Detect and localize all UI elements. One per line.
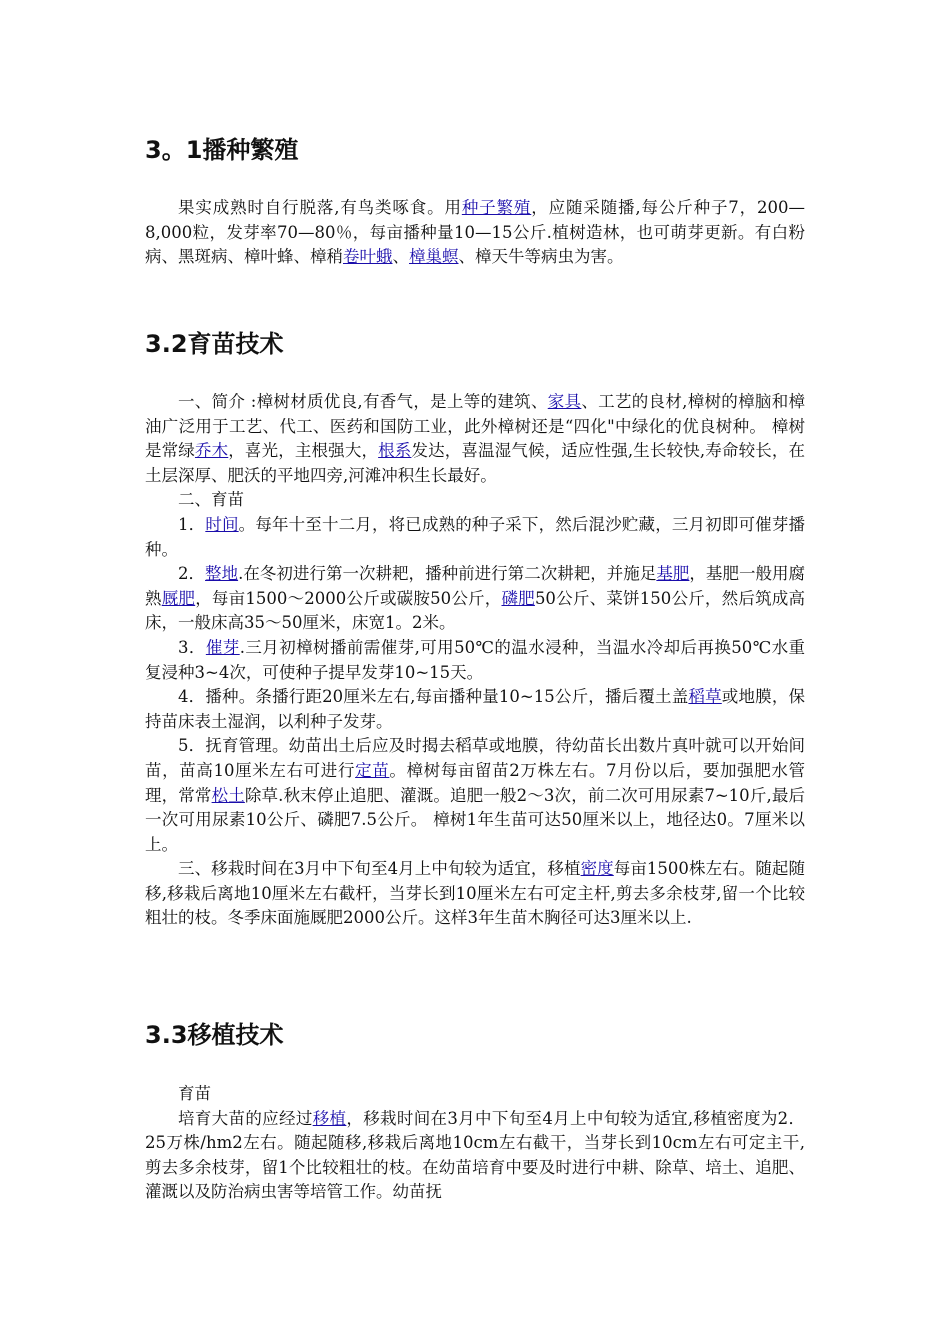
transplant-text: 培育大苗的应经过移植，移栽时间在3月中下旬至4月上中旬较为适宜,移植密度为2．25万株/hm2左右。随起随移,移栽后离地10cm左右截干，当芽长到10cm左右可定主干,剪去多余枝芽，留1个比较粗壮的枝。在幼苗培育中要及时进行中耕、除草、培土、追肥、灌溉以及防治病虫害等培管工作。幼苗抚 [145, 1108, 805, 1202]
seeding-paragraph [145, 196, 805, 270]
step-tending: 5．抚育管理。幼苗出土后应及时揭去稻草或地膜，待幼苗长出数片真叶就可以开始间苗，苗高10厘米左右可进行定苗。樟树每亩留苗2万株左右。7月份以后，要加强肥水管理，常常松土除草.秋末停止追肥、灌溉。追肥一般2～3次，前二次可用尿素7~10斤,最后一次可用尿素10公斤、磷肥7.5公斤。 樟树1年生苗可达50厘米以上，地径达0。7厘米以上。 [145, 736, 806, 854]
link-tree[interactable]: 乔木 [194, 441, 229, 461]
step-time: 1．时间。每年十至十二月，将已成熟的种子采下，然后混沙贮藏，三月初即可催芽播种。 [145, 514, 806, 559]
nursery-paragraphs [145, 390, 805, 931]
transplant-paragraphs [145, 1082, 805, 1205]
link-seed-propagation[interactable]: 种子繁殖 [461, 198, 532, 217]
step-germination: 3．催芽.三月初樟树播前需催芽,可用50℃的温水浸种，当温水冷却后再换50℃水重复浸种3~4次，可使种子提早发芽10~15天。 [145, 637, 805, 682]
link-root-system[interactable]: 根系 [378, 441, 412, 461]
link-manure[interactable]: 厩肥 [161, 588, 196, 608]
link-leaf-roller-moth[interactable]: 卷叶蛾 [343, 247, 393, 267]
link-base-fertilizer[interactable]: 基肥 [656, 564, 690, 584]
section-heading-seeding: 3。1播种繁殖 [145, 136, 299, 164]
link-straw[interactable]: 稻草 [688, 687, 722, 707]
link-loosen-soil[interactable]: 松土 [211, 785, 245, 805]
intro-text: 一、简介 :樟树材质优良,有香气，是上等的建筑、家具、工艺的良材,樟树的樟脑和樟油广泛用于工艺、代工、医药和国防工业，此外樟树还是“四化"中绿化的优良树种。 樟树是常绿乔木，喜光，主根强大，根系发达，喜温湿气候，适应性强,生长较快,寿命较长，在土层深厚、肥沃的平地四旁,河滩冲积生长最好。 [145, 392, 806, 485]
link-land-prep[interactable]: 整地 [205, 564, 239, 584]
step-land-prep: 2．整地.在冬初进行第一次耕耙，播种前进行第二次耕耙，并施足基肥，基肥一般用腐熟厩肥，每亩1500～2000公斤或碳胺50公斤，磷肥50公斤、菜饼150公斤，然后筑成高床，一般床高35～50厘米，床宽1。2米。 [145, 564, 806, 633]
link-time[interactable]: 时间 [205, 514, 239, 534]
seeding-text: 果实成熟时自行脱落,有鸟类啄食。用种子繁殖，应随采随播,每公斤种子7，200—8,000粒，发芽率70—80％，每亩播种量10—15公斤.植树造林，也可萌芽更新。有白粉病、黑斑病、樟叶蜂、樟稍卷叶蛾、樟巢螟、樟天牛等病虫为害。 [145, 198, 806, 267]
link-fix-seedling[interactable]: 定苗 [355, 760, 390, 780]
transplant-subtitle: 育苗 [178, 1084, 211, 1103]
section-heading-transplant: 3.3移植技术 [145, 1021, 284, 1049]
section-heading-nursery: 3.2育苗技术 [145, 330, 284, 358]
link-furniture[interactable]: 家具 [547, 392, 582, 411]
link-phosphate[interactable]: 磷肥 [501, 588, 535, 608]
link-camphor-nest-moth[interactable]: 樟巢螟 [409, 247, 459, 267]
step-sowing: 4．播种。条播行距20厘米左右,每亩播种量10~15公斤，播后覆土盖稻草或地膜，保持苗床表土湿润，以利种子发芽。 [145, 687, 806, 731]
link-density[interactable]: 密度 [580, 859, 614, 879]
step-transplant: 三、移栽时间在3月中下旬至4月上中旬较为适宜，移植密度每亩1500株左右。随起随移,移栽后离地10厘米左右截杆，当芽长到10厘米左右可定主杆,剪去多余枝芽,留一个比较粗壮的枝。冬季床面施厩肥2000公斤。这样3年生苗木胸径可达3厘米以上. [145, 859, 806, 928]
nursery-subtitle: 二、育苗 [178, 490, 244, 510]
link-transplant[interactable]: 移植 [312, 1108, 347, 1128]
link-germination[interactable]: 催芽 [205, 637, 240, 657]
